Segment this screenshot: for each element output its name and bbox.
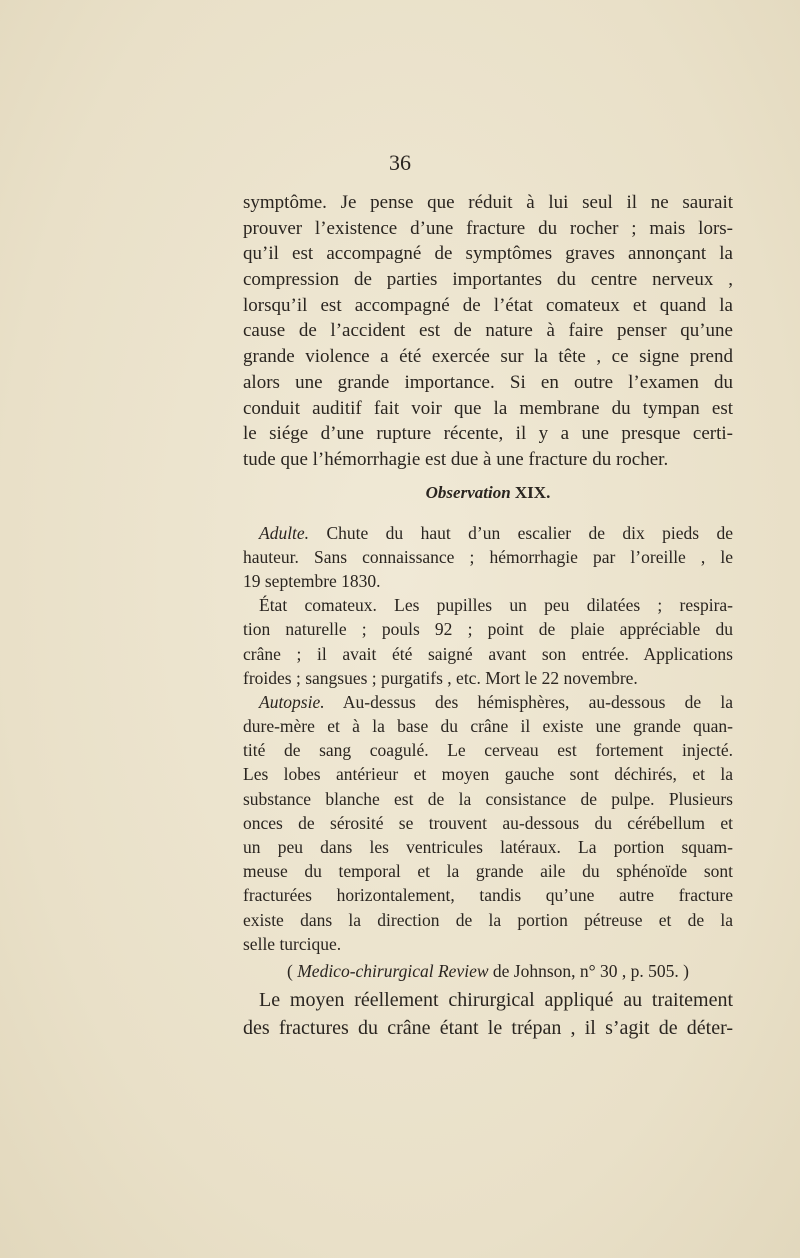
observation-line bbox=[243, 883, 733, 907]
observation-text: Les lobes antérieur et moyen gauche sont déchirés, et la bbox=[243, 764, 733, 785]
intro-paragraph bbox=[243, 190, 733, 473]
observation-title: Observation bbox=[425, 482, 511, 502]
observation-text: onces de sérosité se trouvent au-dessous du cérébellum et bbox=[243, 812, 733, 833]
observation-line bbox=[243, 787, 733, 811]
observation-text: selle turcique. bbox=[243, 933, 342, 954]
observation-text: existe dans la direction de la portion pétreuse et de la bbox=[243, 909, 733, 930]
observation-line bbox=[243, 690, 733, 714]
observation-line bbox=[243, 593, 733, 617]
citation-open: ( bbox=[287, 960, 298, 981]
observation-line bbox=[243, 569, 733, 593]
observation-text: État comateux. Les pupilles un peu dilatées ; respira- bbox=[259, 595, 733, 616]
text-line: cause de l’accident est de nature à faire penser qu’une bbox=[243, 320, 733, 342]
observation-text: un peu dans les ventricules latéraux. La portion squam- bbox=[243, 837, 733, 857]
observation-lead: Autopsie. bbox=[259, 691, 325, 712]
observation-line bbox=[243, 738, 733, 762]
final-paragraph bbox=[243, 986, 733, 1042]
observation-text: tité de sang coagulé. Le cerveau est fortement injecté. bbox=[243, 740, 733, 761]
observation-lead: Adulte. bbox=[259, 522, 310, 543]
text-line: alors une grande importance. Si en outre l’examen du bbox=[243, 371, 733, 393]
observation-line bbox=[243, 642, 733, 666]
observation-text: froides ; sangsues ; purgatifs , etc. Mort le 22 novembre. bbox=[243, 667, 638, 688]
observation-text: meuse du temporal et la grande aile du sphénoïde sont bbox=[243, 861, 733, 882]
observation-body bbox=[243, 521, 733, 956]
observation-line bbox=[243, 762, 733, 786]
text-line: grande violence a été exercée sur la tête , ce signe prend bbox=[243, 346, 733, 368]
citation-rest: de Johnson, n° 30 , p. 505. ) bbox=[488, 960, 689, 981]
citation bbox=[243, 956, 733, 986]
text-line: compression de parties importantes du centre nerveux , bbox=[243, 269, 733, 291]
text-line: Le moyen réellement chirurgical appliqué au traitement bbox=[259, 988, 733, 1011]
observation-text: fracturées horizontalement, tandis qu’une autre fracture bbox=[243, 885, 733, 906]
observation-line bbox=[243, 666, 733, 690]
text-column bbox=[243, 190, 733, 1042]
observation-text: hauteur. Sans connaissance ; hémorrhagie par l’oreille , le bbox=[243, 546, 733, 567]
text-line: des fractures du crâne étant le trépan , il s’agit de déter- bbox=[243, 1016, 733, 1039]
observation-line bbox=[243, 908, 733, 932]
observation-text: tion naturelle ; pouls 92 ; point de plaie appréciable du bbox=[243, 619, 733, 640]
observation-heading bbox=[243, 473, 733, 521]
text-line: le siége d’une rupture récente, il y a une presque certi- bbox=[243, 423, 733, 445]
observation-text: Au-dessus des hémisphères, au-dessous de la bbox=[324, 691, 733, 712]
observation-line bbox=[243, 932, 733, 956]
observation-line bbox=[243, 714, 733, 738]
page-number: 36 bbox=[389, 150, 411, 175]
observation-number: XIX. bbox=[514, 482, 551, 502]
observation-text: crâne ; il avait été saigné avant son entrée. Applications bbox=[243, 643, 733, 664]
text-line: qu’il est accompagné de symptômes graves annonçant la bbox=[243, 243, 733, 265]
text-line: tude que l’hémorrhagie est due à une fracture du rocher. bbox=[243, 448, 669, 470]
citation-source: Medico-chirurgical Review bbox=[297, 960, 489, 981]
observation-text: substance blanche est de la consistance de pulpe. Plusieurs bbox=[243, 788, 733, 809]
text-line: lorsqu’il est accompagné de l’état comateux et quand la bbox=[243, 294, 733, 316]
text-line: conduit auditif fait voir que la membrane du tympan est bbox=[243, 397, 733, 419]
observation-line bbox=[243, 617, 733, 641]
observation-line bbox=[243, 835, 733, 859]
observation-line bbox=[243, 859, 733, 883]
observation-text: dure-mère et à la base du crâne il existe une grande quan- bbox=[243, 716, 733, 737]
observation-line bbox=[243, 545, 733, 569]
observation-text: 19 septembre 1830. bbox=[243, 570, 381, 591]
observation-line bbox=[243, 811, 733, 835]
observation-line bbox=[243, 521, 733, 545]
text-line: symptôme. Je pense que réduit à lui seul il ne saurait bbox=[243, 192, 733, 213]
text-line: prouver l’existence d’une fracture du rocher ; mais lors- bbox=[243, 217, 733, 239]
observation-text: Chute du haut d’un escalier de dix pieds de bbox=[309, 522, 733, 543]
